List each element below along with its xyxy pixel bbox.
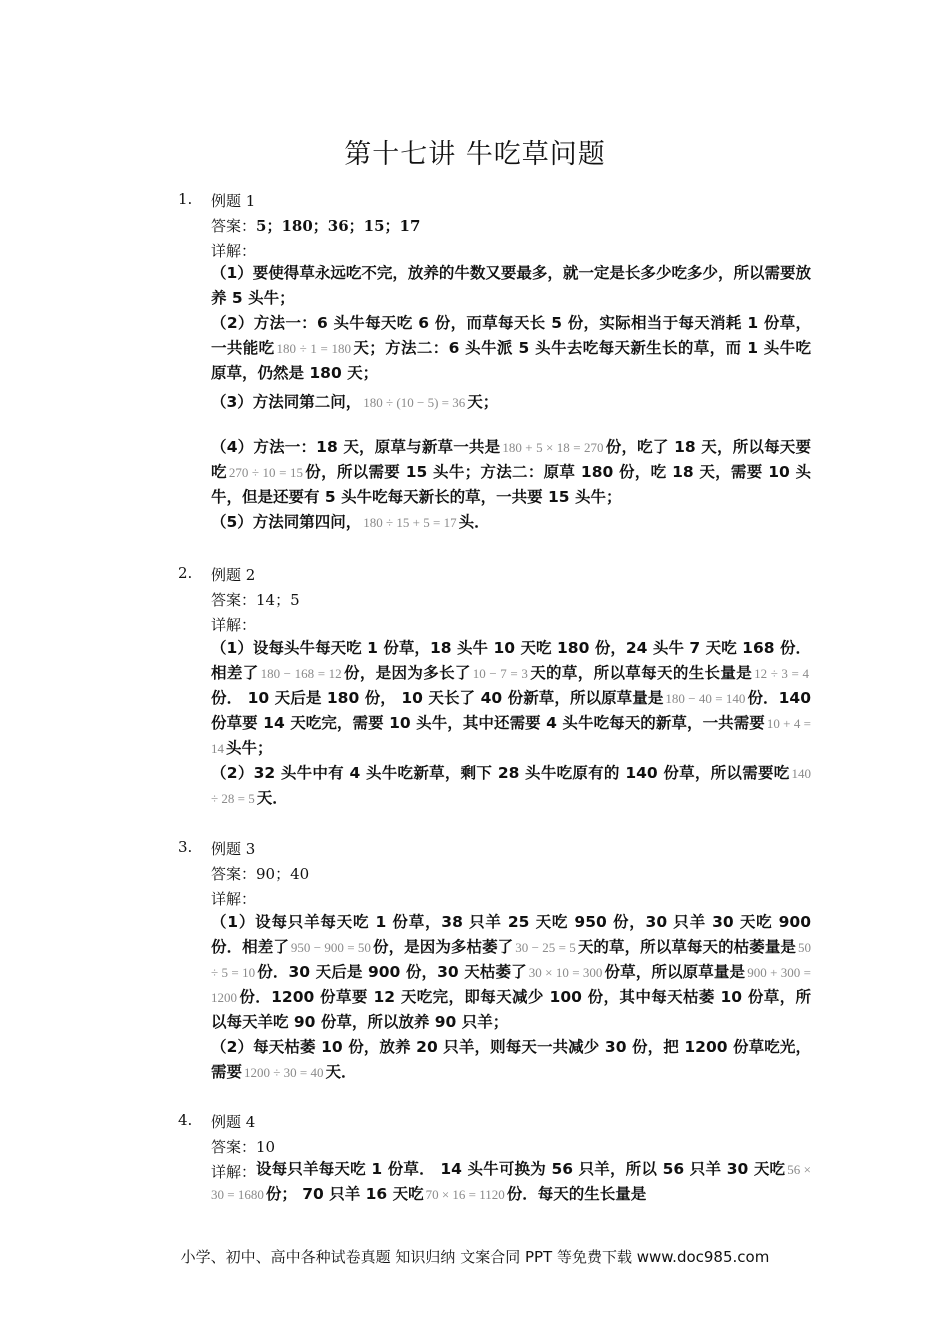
item-number: 4. <box>178 1111 193 1129</box>
answer-line: 答案：14；5 <box>211 591 300 609</box>
example-heading: 例题 1 <box>211 192 256 210</box>
part-1: （1）设每头牛每天吃 1 份草，18 头牛 10 天吃 180 份，24 头牛 7 天吃 168 份．相差了 180 − 168 = 12 份，是因为多长了 10 − 7 = 3 天的草，所以草每天的生长量是 12 ÷ 3 = 4份． 10 天后是 180 份， 10 天长了 40 份新草，所以原草量是 180 − 40 = 140 份．140 份草要 14 天吃完，需要 10 头牛，其中还需要 4 头牛吃每天的新草，一共需要 10 + 4 = 14 头牛； <box>211 639 811 757</box>
item-number: 2. <box>178 564 193 582</box>
formula: 56 × 30 = 1680 <box>211 1162 811 1202</box>
formula: 1200 ÷ 30 = 40 <box>244 1065 324 1080</box>
formula: 30 − 25 = 5 <box>515 940 576 955</box>
solution-text <box>211 1157 811 1207</box>
formula: 180 ÷ (10 − 5) = 36 <box>363 395 466 410</box>
formula: 180 − 40 = 140 <box>665 691 746 706</box>
formula: 140 ÷ 28 = 5 <box>211 766 811 806</box>
formula: 10 + 4 = 14 <box>211 716 811 756</box>
example-heading: 例题 3 <box>211 840 256 858</box>
part-4: （4）方法一：18 天，原草与新草一共是 180 + 5 × 18 = 270 份，吃了 18 天，所以每天要吃 270 ÷ 10 = 15 份，所以需要 15 头牛；方法二：原草 180 份，吃 18 天，需要 10 头牛，但是还要有 5 头牛吃每天新长的草，一共要 15 头牛； <box>211 438 811 506</box>
answer-line: 答案：5；180；36；15；17 <box>211 217 421 235</box>
answer-value: 90；40 <box>256 865 310 883</box>
part-1: 设每只羊每天吃 1 份草． 14 头牛可换为 56 只羊，所以 56 只羊 30 天吃 56 × 30 = 1680 份； 70 只羊 16 天吃 70 × 16 = 1120 份．每天的生长量是 <box>211 1160 811 1203</box>
item-number: 1. <box>178 190 193 208</box>
detail-label: 详解： <box>211 1163 257 1181</box>
formula: 50 ÷ 5 = 10 <box>211 940 811 980</box>
detail-label: 详解： <box>211 616 257 634</box>
item-number: 3. <box>178 838 193 856</box>
example-heading: 例题 4 <box>211 1113 256 1131</box>
formula: 180 ÷ 15 + 5 = 17 <box>363 515 457 530</box>
detail-label: 详解： <box>211 890 257 908</box>
answer-value: 10 <box>256 1138 276 1156</box>
formula: 180 − 168 = 12 <box>260 666 342 681</box>
formula: 950 − 900 = 50 <box>290 940 371 955</box>
answer-value: 14；5 <box>256 591 300 609</box>
solution-text <box>211 910 811 1085</box>
formula: 270 ÷ 10 = 15 <box>228 465 303 480</box>
formula: 30 × 10 = 300 <box>528 965 603 980</box>
formula: 10 − 7 = 3 <box>472 666 528 681</box>
part-2: （2）每天枯萎 10 份，放养 20 只羊，则每天一共减少 30 份，把 1200 份草吃光，需要 1200 ÷ 30 = 40 天． <box>211 1038 811 1081</box>
formula: 180 ÷ 1 = 180 <box>276 341 351 356</box>
page-footer: 小学、初中、高中各种试卷真题 知识归纳 文案合同 PPT 等免费下载 www.doc985.com <box>180 1248 770 1266</box>
answer-value: 5；180；36；15；17 <box>256 217 421 235</box>
solution-text <box>211 636 811 811</box>
example-heading: 例题 2 <box>211 566 256 584</box>
page-title: 第十七讲 牛吃草问题 <box>344 139 606 170</box>
detail-label: 详解： <box>211 242 257 260</box>
answer-line: 答案：10 <box>211 1138 276 1156</box>
solution-text <box>211 261 811 535</box>
formula: 12 ÷ 3 = 4 <box>754 666 809 681</box>
formula: 70 × 16 = 1120 <box>425 1187 505 1202</box>
answer-line: 答案：90；40 <box>211 865 310 883</box>
formula: 900 + 300 = 1200 <box>211 965 811 1005</box>
part-2: （2）32 头牛中有 4 头牛吃新草，剩下 28 头牛吃原有的 140 份草，所以需要吃 140 ÷ 28 = 5 天． <box>211 764 811 807</box>
formula: 180 + 5 × 18 = 270 <box>502 440 604 455</box>
part-2: （2）方法一：6 头牛每天吃 6 份，而草每天长 5 份，实际相当于每天消耗 1 份草，一共能吃 180 ÷ 1 = 180 天；方法二：6 头牛派 5 头牛去吃每天新生长的草，而 1 头牛吃原草，仍然是 180 天； <box>211 314 811 382</box>
part-1: （1）要使得草永远吃不完，放养的牛数又要最多，就一定是长多少吃多少，所以需要放养 5 头牛； <box>211 264 811 307</box>
part-3: （3）方法同第二问， 180 ÷ (10 − 5) = 36 天； <box>211 393 499 411</box>
part-1: （1）设每只羊每天吃 1 份草，38 只羊 25 天吃 950 份，30 只羊 30 天吃 900 份．相差了 950 − 900 = 50 份，是因为多枯萎了 30 − 25 = 5 天的草，所以草每天的枯萎量是 50 ÷ 5 = 10 份．30 天后是 900 份，30 天枯萎了 30 × 10 = 300 份草，所以原草量是 900 + 300 = 1200 份．1200 份草要 12 天吃完，即每天减少 100 份，其中每天枯萎 10 份草，所以每天羊吃 90 份草，所以放养 90 只羊； <box>211 913 811 1031</box>
part-5: （5）方法同第四问， 180 ÷ 15 + 5 = 17 头． <box>211 513 490 531</box>
